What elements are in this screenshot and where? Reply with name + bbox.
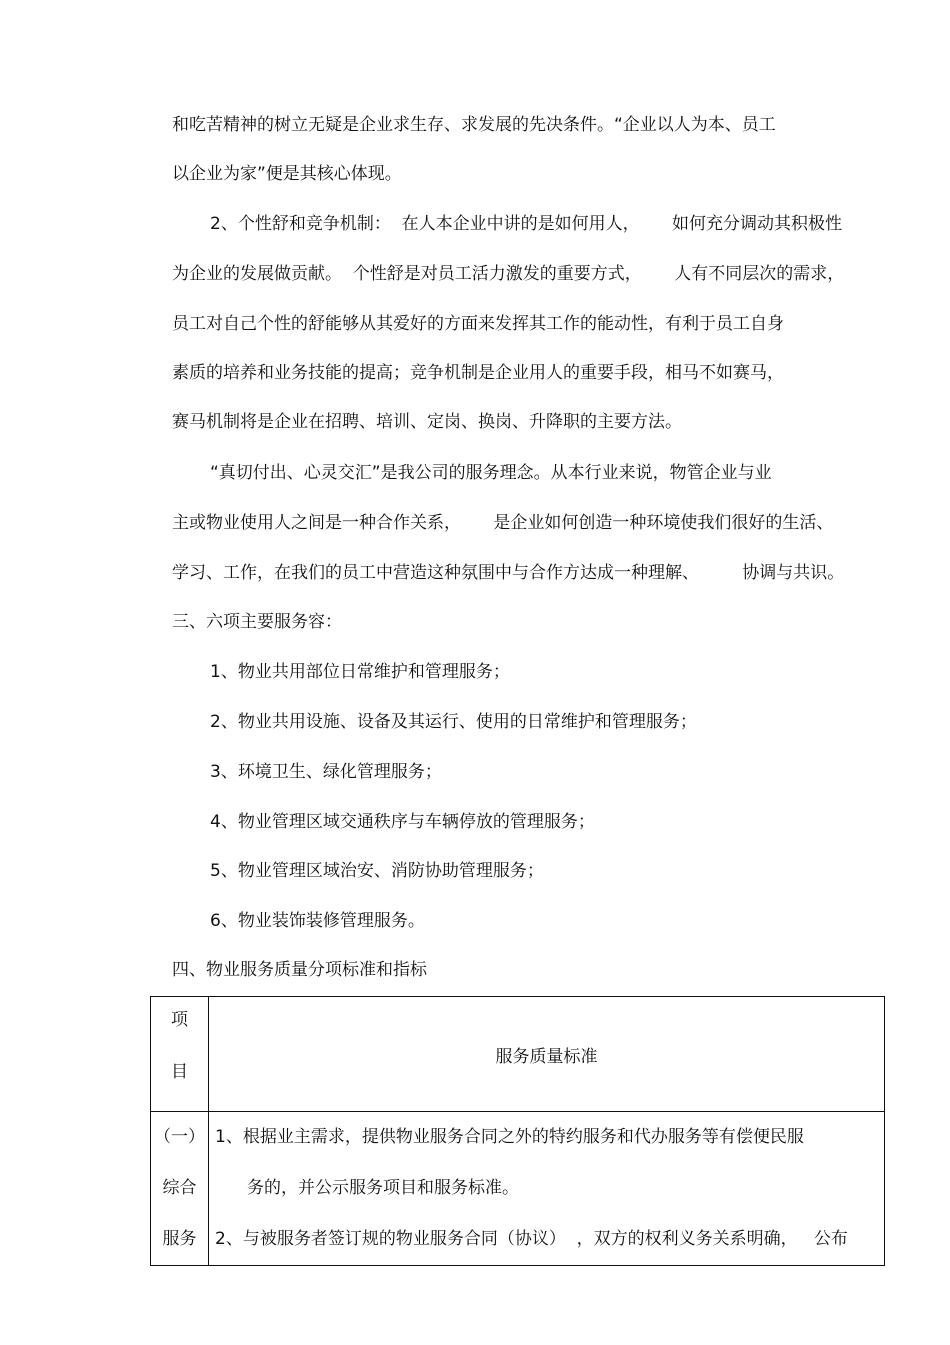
standard-item: 务的，并公示服务项目和服务标准。 (247, 1178, 519, 1198)
table-row (151, 1112, 885, 1266)
list-item: 6、物业装饰装修管理服务。 (210, 911, 425, 931)
standard-item: 2、与被服务者签订规的物业服务合同（协议） ，双方的权利义务关系明确， 公布 (215, 1229, 848, 1249)
row-label-text: （一） (154, 1127, 205, 1147)
paragraph-line: 员工对自己个性的舒能够从其爱好的方面来发挥其工作的能动性，有利于员工自身 (172, 314, 784, 334)
header-text: 目 (171, 1062, 188, 1082)
section-heading: 三、六项主要服务容： (172, 612, 342, 632)
list-item: 2、物业共用设施、设备及其运行、使用的日常维护和管理服务； (210, 712, 697, 732)
paragraph-line: 和吃苦精神的树立无疑是企业求生存、求发展的先决条件。“企业以人为本、员工 (172, 115, 776, 135)
paragraph-line: 为企业的发展做贡献。 个性舒是对员工活力激发的重要方式， 人有不同层次的需求， (172, 264, 845, 284)
section-heading: 四、物业服务质量分项标准和指标 (172, 960, 427, 980)
table-header-row (151, 997, 885, 1112)
list-item: 4、物业管理区域交通秩序与车辆停放的管理服务； (210, 812, 595, 832)
paragraph-line: “真切付出、心灵交汇”是我公司的服务理念。从本行业来说，物管企业与业 (210, 463, 772, 483)
paragraph-line: 2、个性舒和竞争机制： 在人本企业中讲的是如何用人， 如何充分调动其积极性 (210, 214, 843, 234)
paragraph-line: 学习、工作，在我们的员工中营造这种氛围中与合作方达成一种理解、 协调与共识。 (172, 563, 845, 583)
header-cell-item (151, 997, 209, 1112)
row-label-cell (151, 1112, 209, 1266)
paragraph-line: 以企业为家”便是其核心体现。 (172, 164, 402, 184)
list-item: 3、环境卫生、绿化管理服务； (210, 762, 442, 782)
list-item: 1、物业共用部位日常维护和管理服务； (210, 662, 510, 682)
header-cell-standard: 服务质量标准 (209, 997, 885, 1112)
row-content-cell (209, 1112, 885, 1266)
standard-item: 1、根据业主需求，提供物业服务合同之外的特约服务和代办服务等有偿便民服 (215, 1127, 804, 1147)
quality-standard-table (150, 996, 885, 1266)
row-label-text: 服务 (162, 1229, 197, 1249)
row-label-text: 综合 (162, 1178, 197, 1198)
paragraph-line: 主或物业使用人之间是一种合作关系， 是企业如何创造一种环境使我们很好的生活、 (172, 513, 834, 533)
paragraph-line: 素质的培养和业务技能的提高；竞争机制是企业用人的重要手段，相马不如赛马， (172, 363, 784, 383)
header-text: 项 (171, 1010, 188, 1030)
list-item: 5、物业管理区域治安、消防协助管理服务； (210, 861, 544, 881)
paragraph-line: 赛马机制将是企业在招聘、培训、定岗、换岗、升降职的主要方法。 (172, 412, 682, 432)
